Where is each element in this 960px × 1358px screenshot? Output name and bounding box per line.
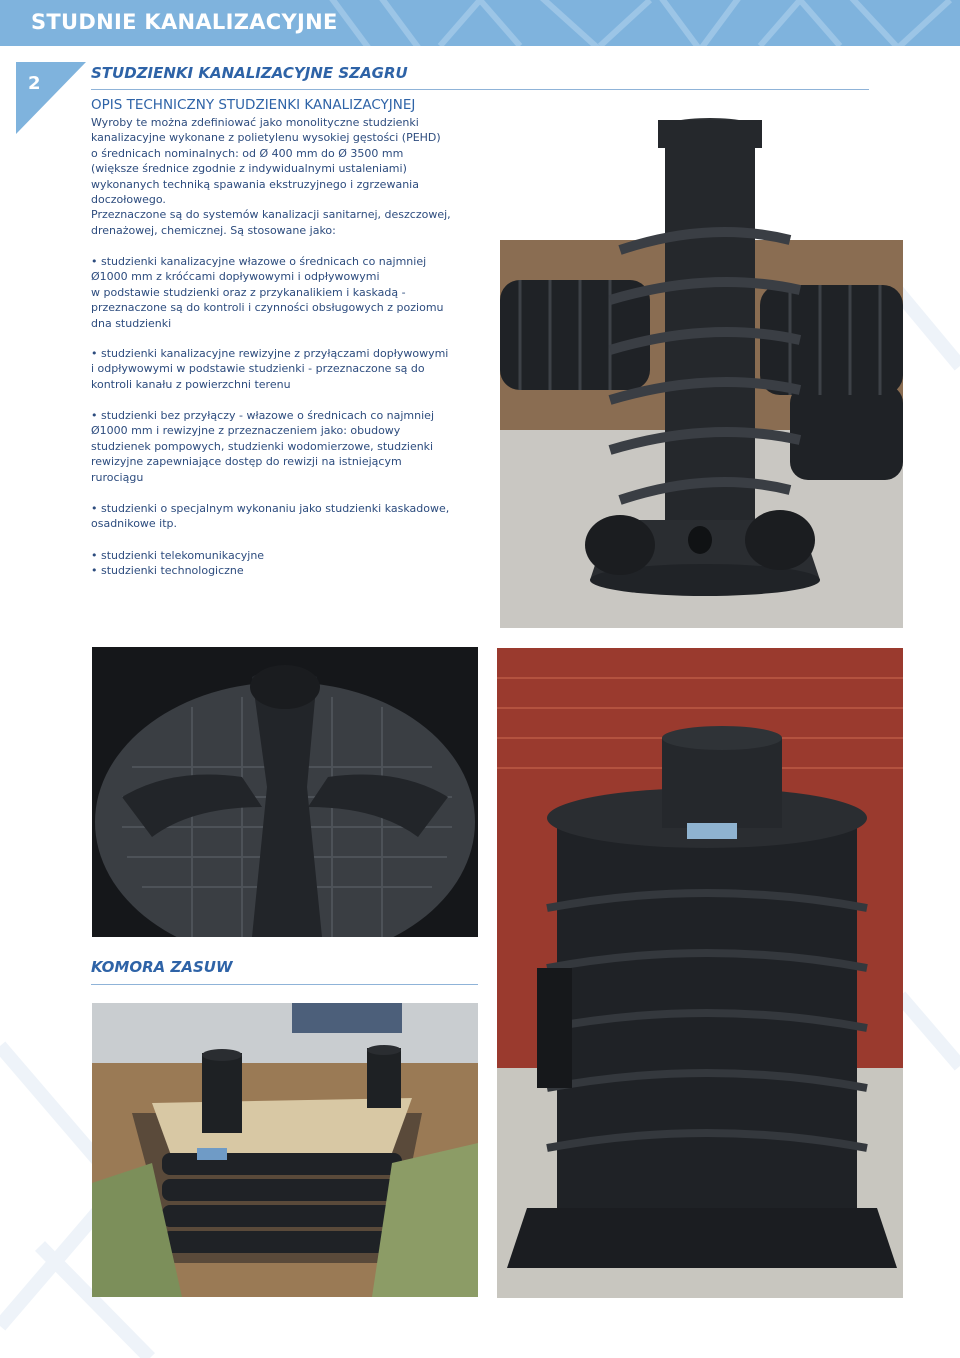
text-line: • studzienki technologiczne: [91, 564, 244, 578]
text-line: kanalizacyjne wykonane z polietylenu wysokiej gęstości (PEHD): [91, 131, 441, 145]
text-line: w podstawie studzienki oraz z przykanalikiem i kaskadą -: [91, 285, 406, 299]
text-line: wykonanych techniką spawania ekstruzyjnego i zgrzewania: [91, 177, 419, 191]
text-line: (większe średnice zgodnie z indywidualnymi ustaleniami): [91, 162, 407, 176]
subheading-opis: OPIS TECHNICZNY STUDZIENKI KANALIZACYJNEJ: [91, 97, 416, 113]
text-line: studzienek pompowych, studzienki wodomierzowe, studzienki: [91, 439, 434, 453]
text-line: drenażowej, chemicznej. Są stosowane jako:: [91, 223, 336, 237]
photo-komora-zasuw: [92, 1003, 478, 1297]
text-line: • studzienki telekomunikacyjne: [91, 549, 265, 562]
bullet-item: [91, 408, 471, 485]
bullet-item: [91, 548, 471, 579]
bullet-item: [91, 501, 471, 532]
text-line: • studzienki o specjalnym wykonaniu jako studzienki kaskadowe,: [91, 502, 450, 515]
text-line: Ø1000 mm i rewizyjne z przeznaczeniem jako: obudowy: [91, 424, 401, 438]
text-line: Wyroby te można zdefiniować jako monolityczne studzienki: [91, 116, 419, 129]
photo-manhole-interior: [92, 647, 478, 937]
text-line: osadnikowe itp.: [91, 517, 178, 531]
intro-paragraph: [91, 115, 471, 238]
section-rule: [91, 984, 478, 985]
text-line: rurociągu: [91, 470, 144, 484]
photo-manhole-spiral: [500, 100, 903, 628]
text-line: o średnicach nominalnych: od Ø 400 mm do Ø 3500 mm: [91, 146, 404, 160]
bullet-item: [91, 346, 471, 392]
page-header: [0, 0, 960, 46]
text-line: • studzienki kanalizacyjne włazowe o średnicach co najmniej: [91, 255, 427, 268]
text-line: • studzienki kanalizacyjne rewizyjne z przyłączami dopływowymi: [91, 347, 449, 360]
photo-manhole-large: [497, 648, 903, 1298]
section-title-studzienki: STUDZIENKI KANALIZACYJNE SZAGRU: [91, 64, 408, 82]
text-line: doczołowego.: [91, 193, 166, 207]
text-line: kontroli kanału z powierzchni terenu: [91, 377, 291, 391]
bullet-item: [91, 254, 471, 331]
text-line: • studzienki bez przyłączy - włazowe o średnicach co najmniej: [91, 409, 435, 422]
text-line: Ø1000 mm z króćcami dopływowymi i odpływowymi: [91, 270, 380, 284]
chapter-tab: [16, 62, 86, 134]
text-line: i odpływowymi w podstawie studzienki - przeznaczone są do: [91, 362, 425, 376]
text-line: rewizyjne zapewniające dostęp do rewizji na istniejącym: [91, 455, 402, 469]
text-line: przeznaczone są do kontroli i czynności obsługowych z poziomu: [91, 301, 444, 315]
text-line: dna studzienki: [91, 316, 172, 330]
text-line: Przeznaczone są do systemów kanalizacji sanitarnej, deszczowej,: [91, 208, 451, 222]
header-title: STUDNIE KANALIZACYJNE: [31, 10, 338, 34]
section-title-komora: KOMORA ZASUW: [91, 958, 233, 976]
section-rule: [91, 89, 869, 90]
chapter-number: 2: [28, 73, 41, 94]
